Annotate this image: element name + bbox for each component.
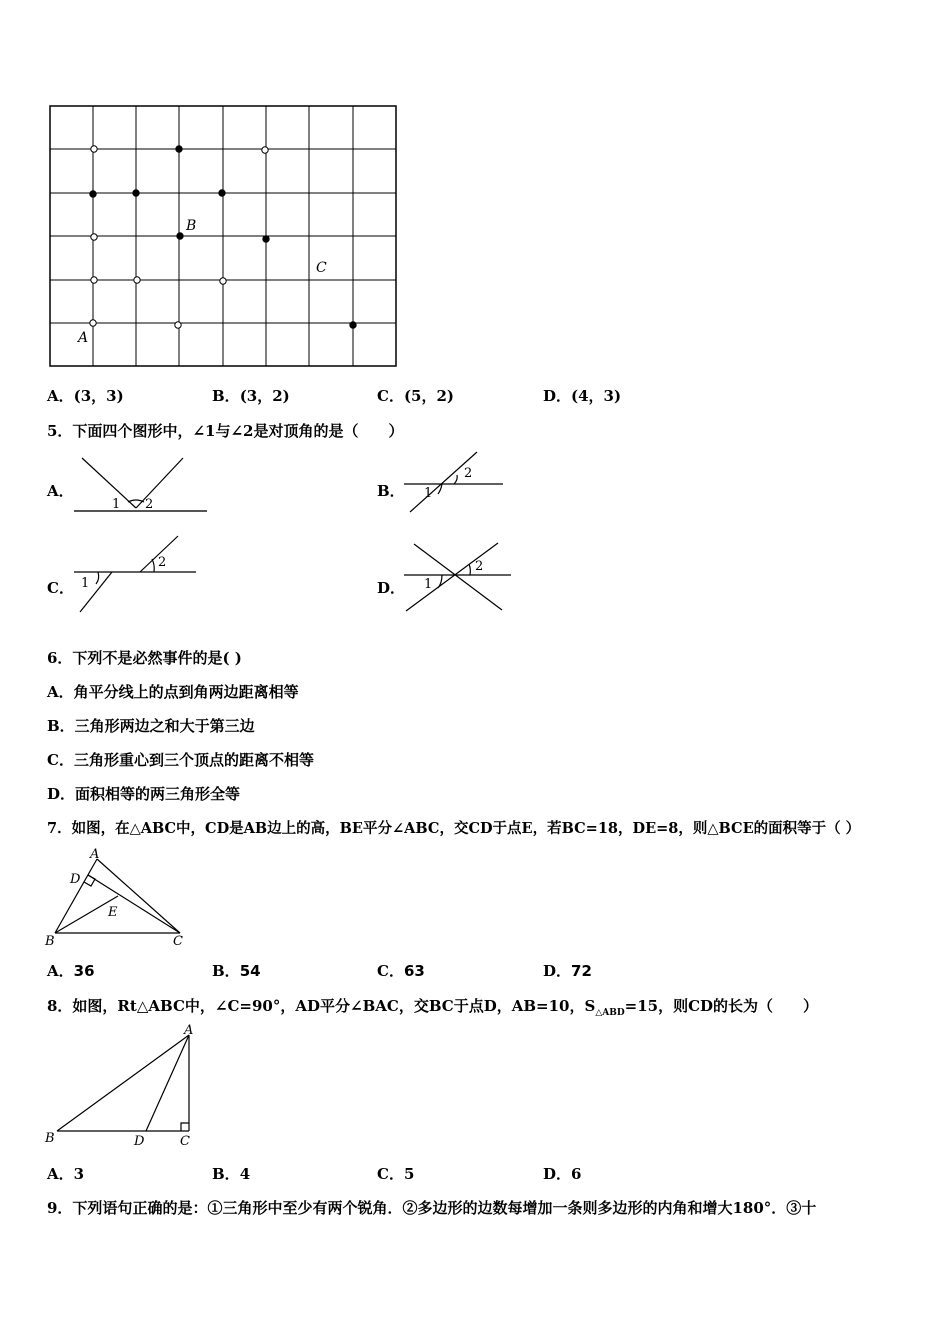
angle-label-1: 1: [81, 576, 90, 591]
fig-label-d: D: [70, 872, 81, 887]
option-letter: A．: [47, 1165, 74, 1183]
q5-figure-a: [70, 452, 210, 518]
q4-grid-figure: [48, 104, 400, 370]
fig-label-b: B: [45, 934, 55, 949]
q7-stem: 7．如图，在△ABC中，CD是AB边上的高，BE平分∠ABC，交CD于点E，若BC=18，DE=8，则△BCE的面积等于（ ）: [47, 820, 861, 837]
q5-figure-b: [400, 446, 506, 516]
q5-stem: 5．下面四个图形中，∠1与∠2是对顶角的是（ ）: [47, 422, 404, 440]
q6-option-a: A．角平分线上的点到角两边距离相等: [47, 683, 299, 701]
grid-point: [263, 236, 269, 242]
option-text: 5: [403, 1165, 415, 1183]
option-text: (3，3): [73, 387, 124, 405]
q7-figure: [42, 846, 198, 950]
option-letter: A．: [47, 387, 74, 405]
option-letter: C．: [377, 962, 404, 980]
q8-option-a: [47, 1163, 84, 1184]
q4-option-a: [47, 385, 124, 406]
angle-label-2: 2: [145, 497, 154, 512]
q6-option-b: B．三角形两边之和大于第三边: [47, 717, 255, 735]
q4-option-c: [377, 385, 454, 406]
fig-label-a: A: [90, 847, 100, 862]
fig-label-e: E: [108, 905, 118, 920]
q5-option-a-letter: A．: [47, 482, 74, 500]
q7-option-c: [377, 960, 425, 981]
grid-label-c: C: [316, 260, 327, 276]
option-text: 72: [571, 962, 592, 980]
option-text: 6: [571, 1165, 582, 1183]
fig-label-c: C: [180, 1134, 190, 1149]
angle-label-1: 1: [112, 497, 121, 512]
q6-option-c: C．三角形重心到三个顶点的距离不相等: [47, 751, 314, 769]
option-text: 63: [403, 962, 425, 980]
q5-figure-d: [400, 538, 514, 614]
option-text: 36: [73, 962, 95, 980]
grid-point: [177, 233, 183, 239]
option-letter: D．: [543, 962, 572, 980]
grid-point: [220, 278, 226, 284]
grid-point: [91, 277, 97, 283]
grid-point: [90, 191, 96, 197]
option-letter: A．: [47, 962, 74, 980]
grid-point: [219, 190, 225, 196]
option-text: 54: [239, 962, 261, 980]
grid-label-a: A: [78, 330, 89, 346]
fig-label-b: B: [45, 1131, 55, 1146]
option-text: 3: [73, 1165, 85, 1183]
option-letter: B．: [212, 1165, 240, 1183]
q8-stem: [47, 995, 818, 1018]
q6-stem: 6．下列不是必然事件的是( ): [47, 649, 242, 667]
q7-option-d: [543, 960, 592, 981]
q8-stem-tail: =15，则CD的长为（ ）: [624, 997, 819, 1015]
option-letter: D．: [543, 387, 572, 405]
q9-stem: 9．下列语句正确的是：①三角形中至少有两个锐角．②多边形的边数每增加一条则多边形的内角和增大180°．③十: [47, 1199, 817, 1217]
q8-stem-main: 8．如图，Rt△ABC中，∠C=90°，AD平分∠BAC，交BC于点D，AB=10，S: [47, 997, 596, 1015]
q5-option-b-letter: B．: [377, 482, 405, 500]
angle-label-2: 2: [475, 559, 484, 574]
option-letter: B．: [212, 387, 240, 405]
grid-point: [91, 234, 97, 240]
q5-option-c-letter: C．: [47, 579, 74, 597]
q8-figure: [42, 1024, 202, 1152]
option-text: (3，2): [239, 387, 290, 405]
option-text: (4，3): [571, 387, 622, 405]
option-text: (5，2): [403, 387, 455, 405]
q8-option-d: [543, 1163, 581, 1184]
fig-label-d: D: [134, 1134, 145, 1149]
angle-label-1: 1: [424, 577, 433, 592]
option-text: 4: [239, 1165, 251, 1183]
grid-point: [134, 277, 140, 283]
q7-option-b: [212, 960, 261, 981]
angle-label-1: 1: [424, 486, 433, 501]
fig-label-a: A: [184, 1024, 194, 1038]
q6-option-d: D．面积相等的两三角形全等: [47, 785, 241, 803]
fig-label-c: C: [173, 934, 183, 949]
angle-label-2: 2: [158, 555, 167, 570]
q7-option-a: [47, 960, 95, 981]
q8-stem-sub: △ABD: [595, 1008, 625, 1018]
option-letter: C．: [377, 1165, 404, 1183]
option-letter: B．: [212, 962, 240, 980]
q5-option-d-letter: D．: [377, 579, 406, 597]
grid-point: [91, 146, 97, 152]
q8-option-b: [212, 1163, 250, 1184]
grid-point: [90, 320, 96, 326]
grid-point: [175, 322, 181, 328]
angle-label-2: 2: [464, 466, 473, 481]
grid-point: [176, 146, 182, 152]
grid-label-b: B: [186, 218, 197, 234]
option-letter: C．: [377, 387, 404, 405]
q8-option-c: [377, 1163, 414, 1184]
q4-option-b: [212, 385, 290, 406]
grid-point: [350, 322, 356, 328]
grid-point: [133, 190, 139, 196]
q4-option-d: [543, 385, 621, 406]
q5-figure-c: [70, 532, 200, 616]
grid-point: [262, 147, 268, 153]
option-letter: D．: [543, 1165, 572, 1183]
